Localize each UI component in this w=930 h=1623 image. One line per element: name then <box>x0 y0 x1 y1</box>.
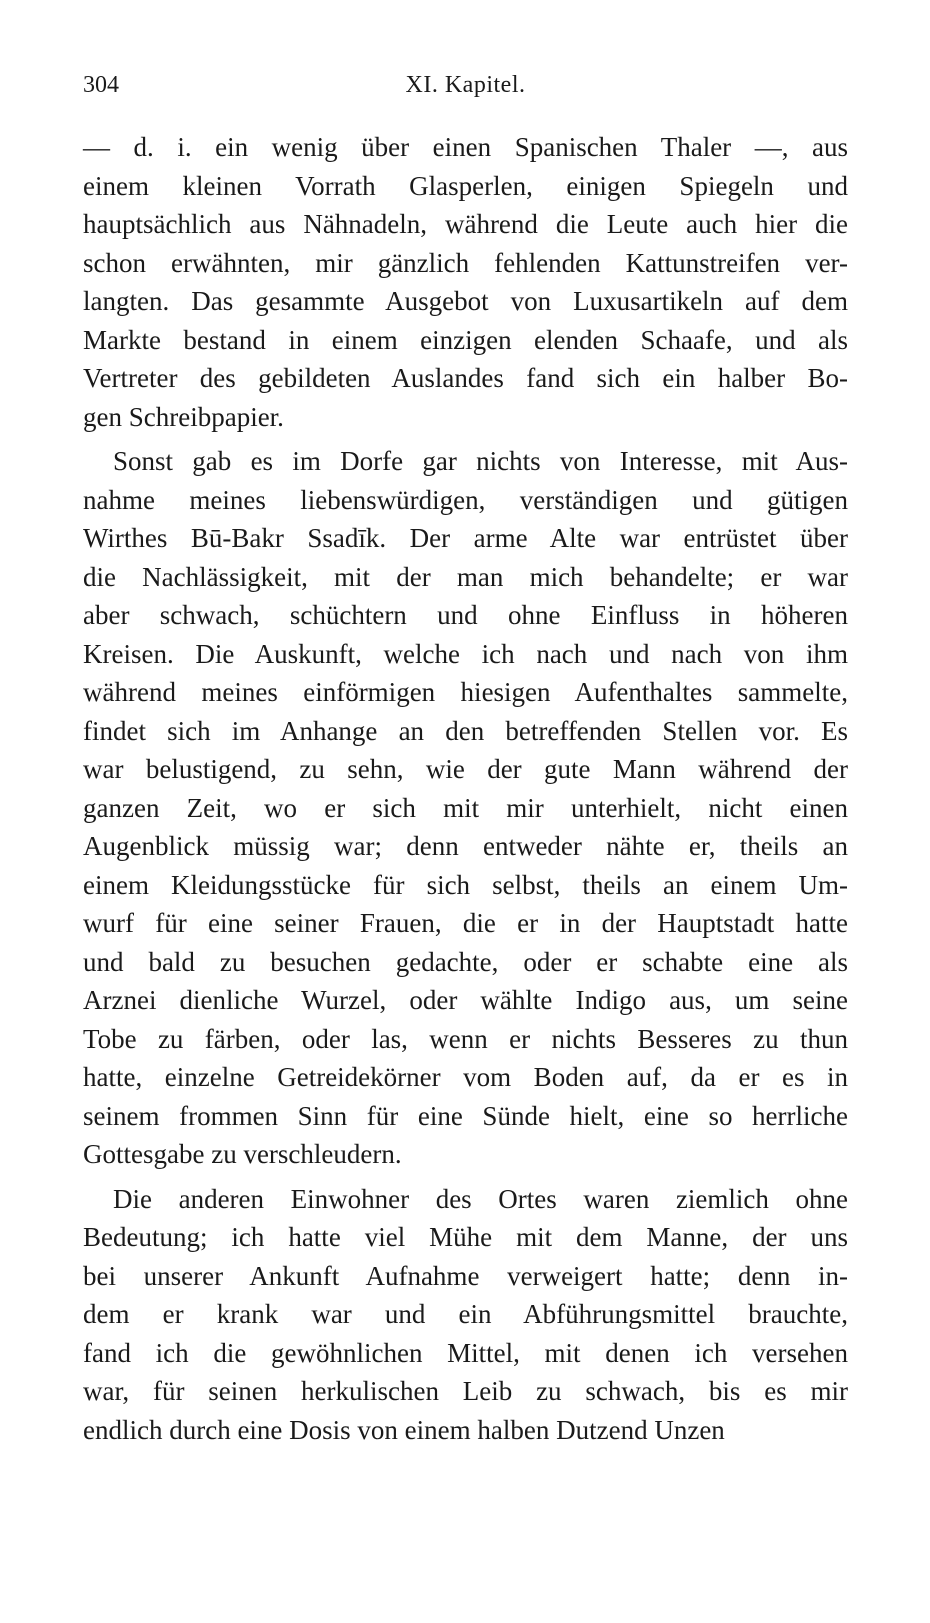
text-line: aber schwach, schüchtern und ohne Einfluss in höheren <box>83 600 848 630</box>
text-line: ganzen Zeit, wo er sich mit mir unterhielt, nicht einen <box>83 792 848 823</box>
text-line: Tobe zu färben, oder las, wenn er nichts Besseres zu thun <box>83 1023 848 1054</box>
body-text <box>83 128 848 1449</box>
text-line: langten. Das gesammte Ausgebot von Luxusartikeln auf dem <box>83 286 848 316</box>
text-line: Sonst gab es im Dorfe gar nichts von Interesse, mit Aus- <box>113 446 848 476</box>
text-line: und bald zu besuchen gedachte, oder er schabte eine als <box>83 946 848 977</box>
text-line: Kreisen. Die Auskunft, welche ich nach und nach von ihm <box>83 638 848 669</box>
page-header <box>83 72 848 112</box>
text-line: Vertreter des gebildeten Auslandes fand sich ein halber Bo- <box>83 363 848 393</box>
text-line: fand ich die gewöhnlichen Mittel, mit denen ich versehen <box>83 1337 848 1368</box>
text-line: gen Schreibpapier. <box>83 401 284 432</box>
text-line: Wirthes Bū-Bakr Ssadīk. Der arme Alte war entrüstet über <box>83 523 848 553</box>
text-line: Bedeutung; ich hatte viel Mühe mit dem Manne, der uns <box>83 1222 848 1252</box>
text-line: endlich durch eine Dosis von einem halben Dutzend Unzen <box>83 1414 725 1445</box>
text-line: Markte bestand in einem einzigen elenden Schaafe, und als <box>83 324 848 355</box>
paragraph <box>83 1180 848 1450</box>
text-line: hauptsächlich aus Nähnadeln, während die Leute auch hier die <box>83 209 848 239</box>
text-line: findet sich im Anhange an den betreffenden Stellen vor. Es <box>83 715 848 746</box>
text-line: dem er krank war und ein Abführungsmittel brauchte, <box>83 1299 848 1329</box>
text-line: Gottesgabe zu verschleudern. <box>83 1139 402 1169</box>
text-line: schon erwähnten, mir gänzlich fehlenden Kattunstreifen ver- <box>83 247 848 278</box>
text-line: einem kleinen Vorrath Glasperlen, einigen Spiegeln und <box>83 170 848 201</box>
text-line: bei unserer Ankunft Aufnahme verweigert hatte; denn in- <box>83 1260 848 1291</box>
text-line: einem Kleidungsstücke für sich selbst, theils an einem Um- <box>83 869 848 900</box>
paragraph <box>83 442 848 1174</box>
running-head: XI. Kapitel. <box>405 72 526 98</box>
text-line: Die anderen Einwohner des Ortes waren ziemlich ohne <box>113 1183 848 1214</box>
text-line: nahme meines liebenswürdigen, verständigen und gütigen <box>83 484 848 515</box>
text-line: hatte, einzelne Getreidekörner vom Boden auf, da er es in <box>83 1062 848 1092</box>
page-number: 304 <box>83 72 119 98</box>
paragraph <box>83 128 848 436</box>
text-line: seinem frommen Sinn für eine Sünde hielt, eine so herrliche <box>83 1100 848 1131</box>
text-line: während meines einförmigen hiesigen Aufenthaltes sammelte, <box>83 677 848 707</box>
text-line: Arznei dienliche Wurzel, oder wählte Indigo aus, um seine <box>83 985 848 1015</box>
text-line: Augenblick müssig war; denn entweder nähte er, theils an <box>83 831 848 861</box>
text-line: war belustigend, zu sehn, wie der gute Mann während der <box>83 754 848 784</box>
text-line: die Nachlässigkeit, mit der man mich behandelte; er war <box>83 561 848 592</box>
text-line: — d. i. ein wenig über einen Spanischen Thaler —, aus <box>83 132 848 162</box>
text-line: wurf für eine seiner Frauen, die er in der Hauptstadt hatte <box>83 908 848 938</box>
text-line: war, für seinen herkulischen Leib zu schwach, bis es mir <box>83 1376 848 1406</box>
